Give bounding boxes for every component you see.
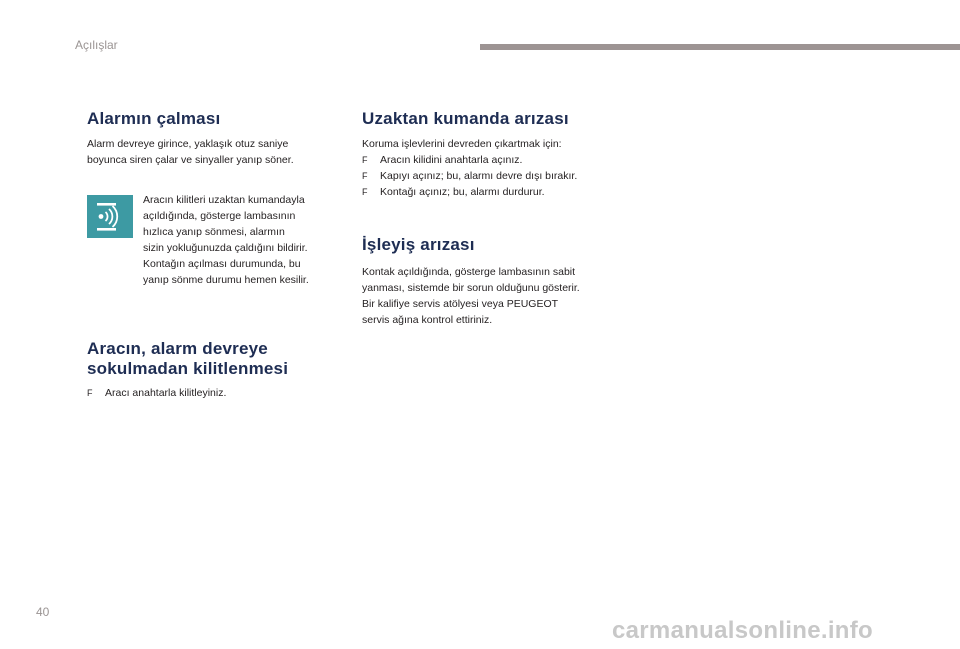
page-number: 40	[36, 605, 50, 619]
list-item	[362, 184, 577, 200]
alarm-lamp-note	[143, 192, 309, 288]
alarm-lamp-note-line: sizin yokluğunuzda çaldığını bildirir.	[143, 242, 308, 254]
alarm-trigger-intro	[87, 136, 294, 168]
arrow-bullet-icon: F	[362, 171, 368, 181]
operating-failure-line: servis ağına kontrol ettiriniz.	[362, 314, 493, 326]
alarm-lamp-note-line: açıldığında, gösterge lambasının	[143, 210, 296, 222]
remote-failure-steps	[362, 152, 577, 200]
watermark: carmanualsonline.info	[612, 617, 874, 644]
alarm-trigger-intro-line: Alarm devreye girince, yaklaşık otuz saniye	[87, 138, 289, 150]
list-item	[87, 385, 226, 401]
step-text: Kapıyı açınız; bu, alarmı devre dışı bırakır.	[380, 170, 578, 182]
lock-without-alarm-title-line: Aracın, alarm devreye	[87, 339, 268, 358]
operating-failure-line: Bir kalifiye servis atölyesi veya PEUGEOT	[362, 298, 559, 310]
arrow-bullet-icon: F	[362, 187, 368, 197]
step-text: Kontağı açınız; bu, alarmı durdurur.	[380, 186, 545, 198]
remote-failure-title: Uzaktan kumanda arızası	[362, 109, 569, 128]
list-item	[362, 168, 577, 184]
list-item	[362, 152, 577, 168]
step-text: Aracı anahtarla kilitleyiniz.	[105, 387, 227, 399]
remote-failure-intro-line: Koruma işlevlerini devreden çıkartmak için:	[362, 138, 562, 150]
step-text: Aracın kilidini anahtarla açınız.	[380, 154, 523, 166]
operating-failure-line: Kontak açıldığında, gösterge lambasının sabit	[362, 266, 576, 278]
alarm-trigger-title: Alarmın çalması	[87, 109, 221, 128]
alarm-lamp-note-line: yanıp sönme durumu hemen kesilir.	[143, 274, 309, 286]
lock-without-alarm-title-line: sokulmadan kilitlenmesi	[87, 359, 289, 378]
arrow-bullet-icon: F	[362, 155, 368, 165]
alarm-warning-lamp-icon	[87, 195, 133, 238]
operating-failure-line: yanması, sistemde bir sorun olduğunu gösterir.	[362, 282, 580, 294]
arrow-bullet-icon: F	[87, 388, 93, 398]
lock-without-alarm-steps	[87, 385, 226, 401]
alarm-lamp-note-line: hızlıca yanıp sönmesi, alarmın	[143, 226, 285, 238]
alarm-trigger-intro-line: boyunca siren çalar ve sinyaller yanıp söner.	[87, 154, 294, 166]
remote-failure-intro	[362, 136, 562, 152]
operating-failure-text	[362, 264, 580, 328]
alarm-signal-icon	[87, 195, 133, 238]
alarm-lamp-note-line: Aracın kilitleri uzaktan kumandayla	[143, 194, 305, 206]
lock-without-alarm-title	[87, 339, 288, 379]
alarm-lamp-note-line: Kontağın açılması durumunda, bu	[143, 258, 301, 270]
header-bar	[480, 44, 960, 50]
section-title: Açılışlar	[75, 38, 118, 52]
operating-failure-title: İşleyiş arızası	[362, 235, 475, 254]
